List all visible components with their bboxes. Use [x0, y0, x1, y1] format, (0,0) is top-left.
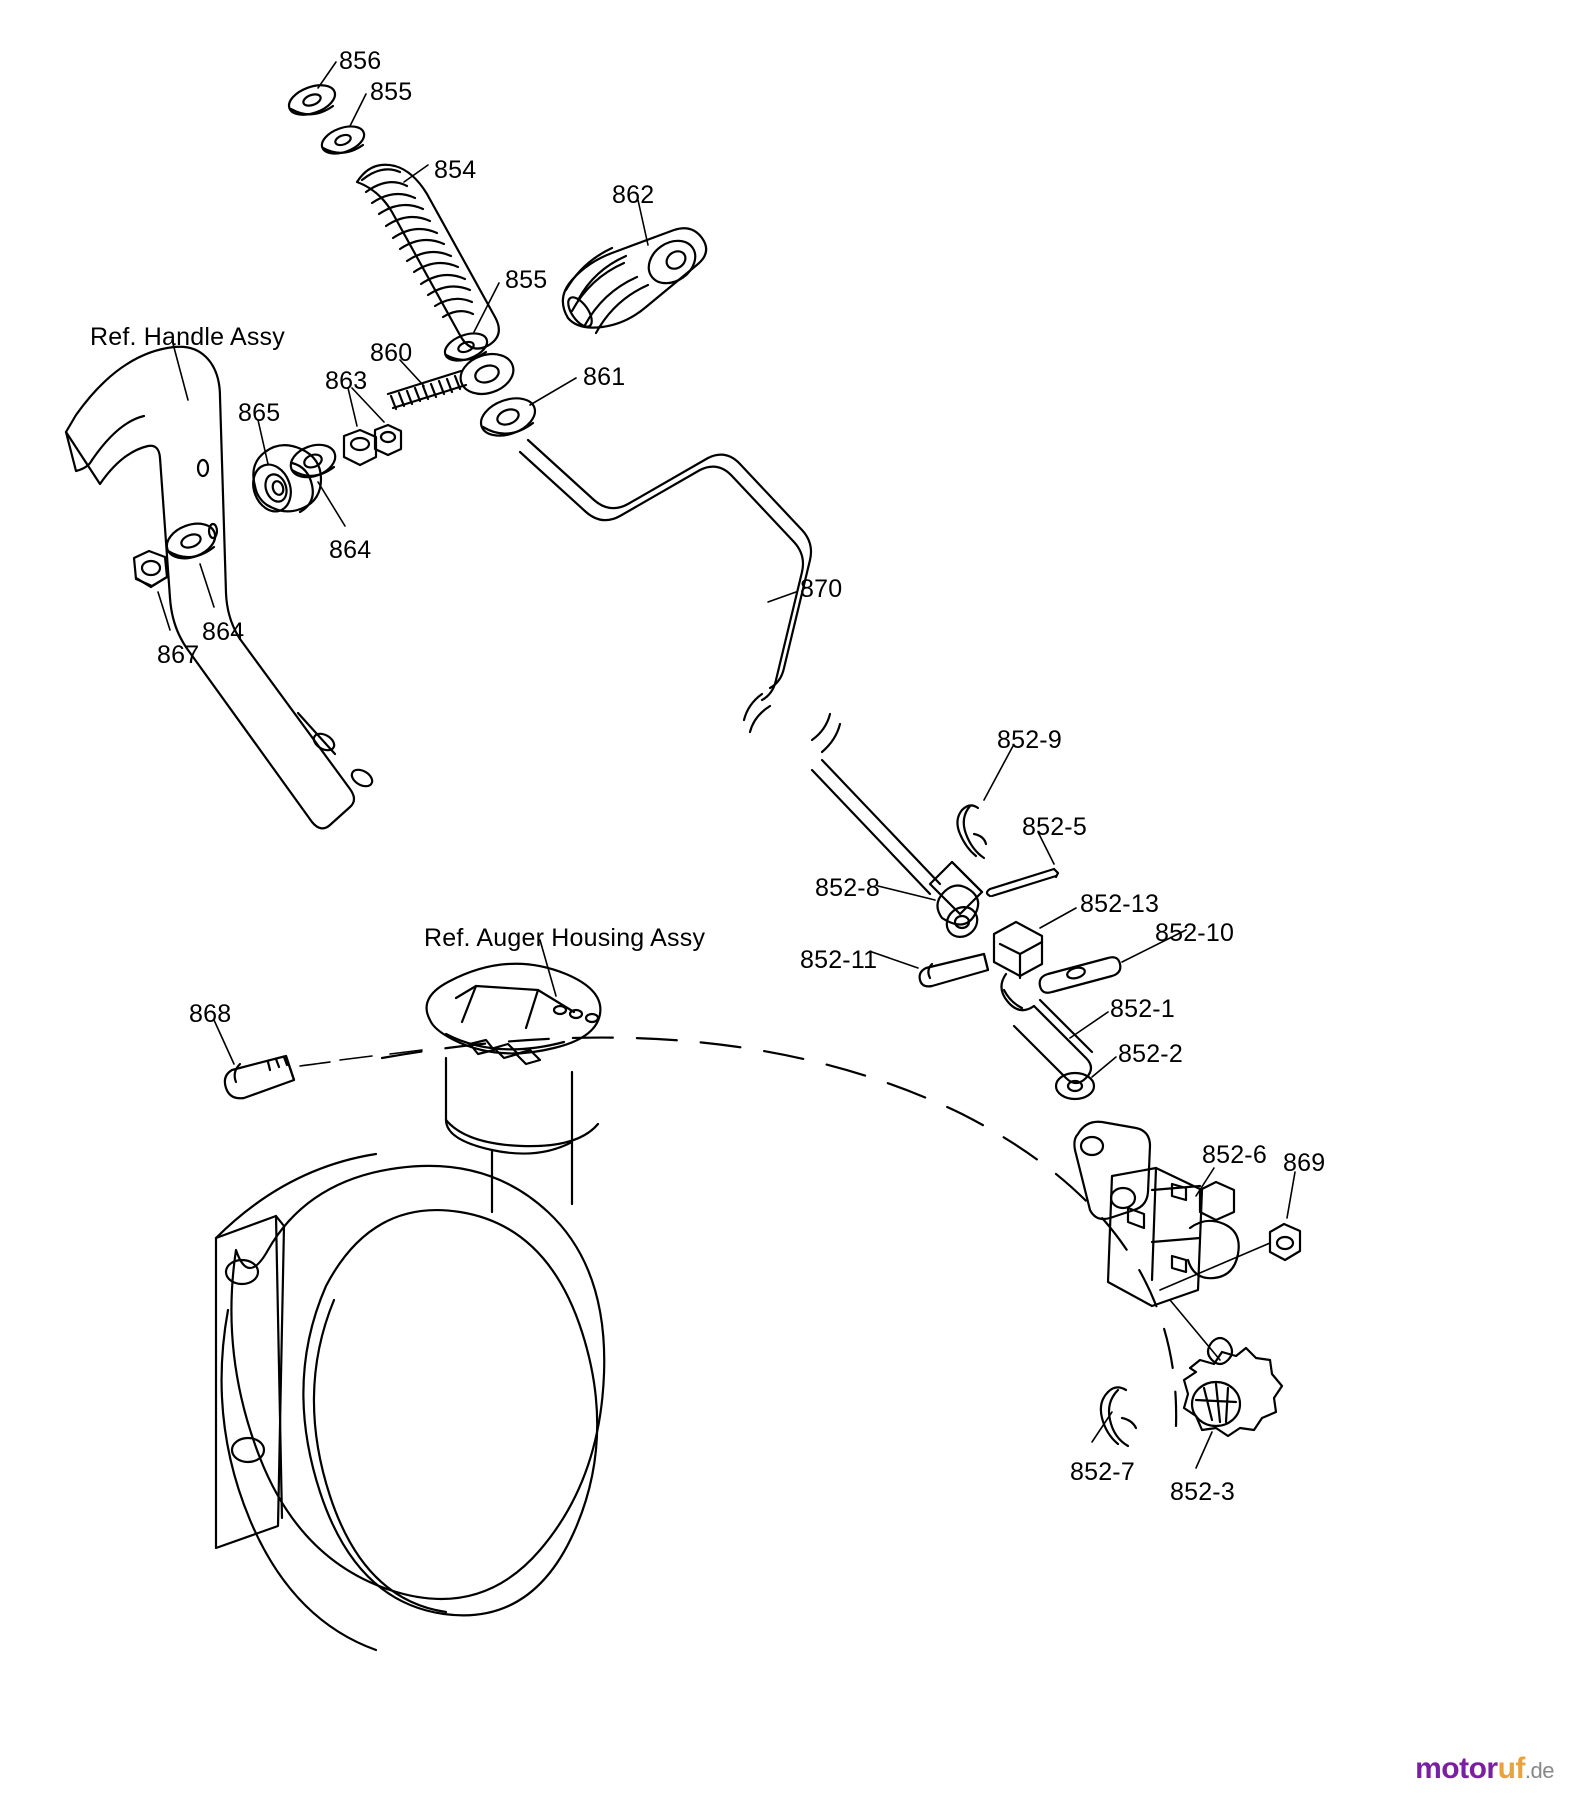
callout-852-11: 852-11 [800, 946, 878, 974]
callout-870: 870 [800, 575, 843, 603]
part-852-10-pin [1040, 957, 1121, 993]
callout-852-2: 852-2 [1118, 1040, 1183, 1068]
part-852-1-shaft [1001, 974, 1092, 1083]
ref-handle-assy-label: Ref. Handle Assy [90, 323, 285, 351]
part-855-washer-upper [318, 121, 368, 159]
callout-855-upper: 855 [370, 78, 413, 106]
ref-auger-housing-assy-part [216, 964, 604, 1650]
callout-856: 856 [339, 47, 382, 75]
callout-867: 867 [157, 641, 200, 669]
watermark [1415, 1752, 1554, 1786]
callout-852-8: 852-8 [815, 874, 880, 902]
callout-862: 862 [612, 181, 655, 209]
callout-852-10: 852-10 [1155, 919, 1235, 947]
callout-864-lower: 864 [202, 618, 245, 646]
part-854-grip [357, 165, 499, 349]
part-856-washer [285, 80, 339, 121]
ref-auger-housing-assy-label: Ref. Auger Housing Assy [424, 924, 706, 952]
part-868-bolt [225, 1056, 294, 1098]
part-852-13-clamp [994, 922, 1042, 978]
part-852-8-joint [930, 862, 983, 943]
callout-854: 854 [434, 156, 477, 184]
callout-852-5: 852-5 [1022, 813, 1087, 841]
part-852-3-gear [1184, 1338, 1282, 1436]
watermark-suffix: .de [1524, 1758, 1554, 1783]
callout-860: 860 [370, 339, 413, 367]
part-852-5-pin [987, 869, 1058, 896]
ref-handle-assy-part [66, 347, 375, 829]
callout-864-upper: 864 [329, 536, 372, 564]
part-861-washer [476, 391, 540, 442]
callout-852-9: 852-9 [997, 726, 1062, 754]
callout-852-6: 852-6 [1202, 1141, 1267, 1169]
part-852-2-washer [1056, 1073, 1094, 1099]
callout-852-13: 852-13 [1080, 890, 1160, 918]
callout-863: 863 [325, 367, 368, 395]
part-867-nut [134, 551, 167, 587]
part-852-9-hairpin [957, 805, 986, 858]
watermark-part2: uf [1497, 1752, 1525, 1785]
part-852-7-hairpin [1101, 1387, 1136, 1446]
part-869-nut [1270, 1224, 1300, 1260]
callout-865: 865 [238, 399, 281, 427]
callout-855-lower: 855 [505, 266, 548, 294]
callout-868: 868 [189, 1000, 232, 1028]
callout-861: 861 [583, 363, 626, 391]
callout-852-7: 852-7 [1070, 1458, 1135, 1486]
part-870-crank-rod [520, 440, 940, 894]
part-862-knob [563, 228, 706, 333]
watermark-part1: motor [1415, 1752, 1498, 1785]
callout-852-3: 852-3 [1170, 1478, 1235, 1506]
callout-852-1: 852-1 [1110, 995, 1175, 1023]
callout-869: 869 [1283, 1149, 1326, 1177]
part-863-nuts [344, 425, 401, 465]
part-852-11-bolt [920, 954, 988, 986]
